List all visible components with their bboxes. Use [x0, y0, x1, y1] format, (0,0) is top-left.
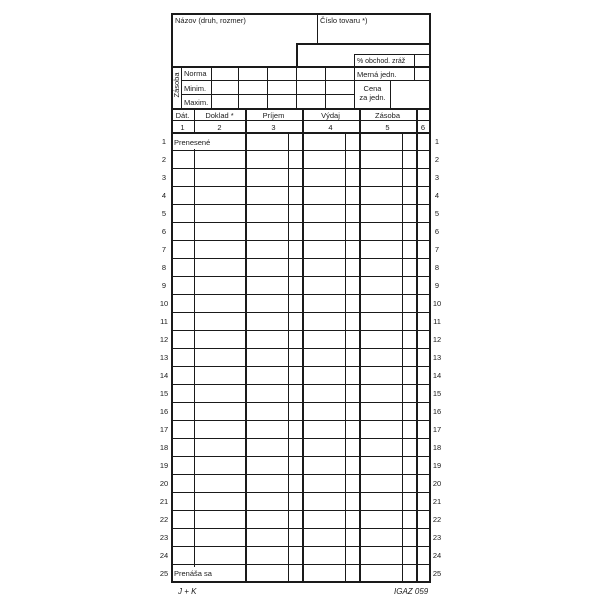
header-divider-code	[317, 13, 318, 43]
markup-label: % obchod. zráž	[357, 58, 406, 65]
row-number-right: 11	[433, 317, 441, 326]
row-number-right: 8	[434, 263, 440, 272]
row-number-left: 3	[161, 173, 167, 182]
col-number-2: 2	[217, 123, 222, 132]
min-label: Minim.	[184, 84, 207, 93]
row-number-right: 1	[434, 137, 440, 146]
row-number-right: 21	[432, 497, 442, 506]
border-top	[171, 13, 430, 15]
row-number-left: 13	[159, 353, 169, 362]
row-number-right: 14	[432, 371, 442, 380]
row-line	[171, 402, 430, 403]
col-expense-label: Výdaj	[321, 111, 340, 120]
row-number-left: 17	[159, 425, 169, 434]
row-number-right: 16	[432, 407, 442, 416]
norm-label: Norma	[184, 69, 207, 78]
col-number-4: 4	[328, 123, 333, 132]
stock-vertical-label: Zásoba	[172, 72, 181, 98]
header-line-markup-top	[355, 54, 430, 55]
stock-grid-v2	[238, 66, 239, 108]
row-number-left: 14	[159, 371, 169, 380]
row-line	[171, 546, 430, 547]
row-line	[171, 456, 430, 457]
row-line	[171, 438, 430, 439]
row-number-right: 22	[432, 515, 442, 524]
row-number-left: 15	[159, 389, 169, 398]
row-number-right: 4	[434, 191, 440, 200]
row-number-right: 7	[434, 245, 440, 254]
row-number-right: 18	[432, 443, 442, 452]
row-number-right: 10	[432, 299, 442, 308]
row-line	[171, 564, 430, 565]
col-header-bottom	[171, 132, 430, 134]
col-line-date	[194, 108, 195, 132]
row-line	[171, 366, 430, 367]
border-bottom	[171, 581, 431, 583]
row-number-left: 4	[161, 191, 167, 200]
col-date-label: Dát.	[175, 111, 190, 120]
row-line	[171, 330, 430, 331]
row-number-left: 16	[159, 407, 169, 416]
row-line	[171, 222, 430, 223]
row-number-right: 15	[432, 389, 442, 398]
col-line-expense-cents	[345, 132, 346, 582]
row-line	[171, 258, 430, 259]
row-number-right: 23	[432, 533, 442, 542]
col-line-income-cents	[288, 132, 289, 582]
row-line	[171, 276, 430, 277]
price-label-line2: za jedn.	[359, 93, 386, 102]
row-number-left: 25	[159, 569, 169, 578]
row-line	[171, 420, 430, 421]
stock-vertical-divider	[181, 66, 182, 108]
row-number-right: 13	[432, 353, 442, 362]
row-number-left: 10	[159, 299, 169, 308]
row-line	[171, 204, 430, 205]
row-number-left: 20	[159, 479, 169, 488]
price-label-line1: Cena	[363, 84, 382, 93]
row-line	[171, 312, 430, 313]
col-header-mid	[171, 120, 430, 121]
max-label: Maxim.	[184, 98, 209, 107]
header-line-code-bottom	[296, 43, 430, 45]
row-number-right: 25	[432, 569, 442, 578]
row-number-left: 23	[159, 533, 169, 542]
row-number-right: 12	[432, 335, 442, 344]
row-number-left: 2	[161, 155, 167, 164]
row-number-left: 7	[161, 245, 167, 254]
row-number-left: 18	[159, 443, 169, 452]
row-number-left: 11	[160, 317, 168, 326]
row-number-left: 24	[159, 551, 169, 560]
col-doc-label: Doklad *	[205, 111, 234, 120]
col-number-1: 1	[180, 123, 185, 132]
col-number-5: 5	[385, 123, 390, 132]
row-number-right: 24	[432, 551, 442, 560]
row-number-right: 5	[434, 209, 440, 218]
row-number-right: 3	[434, 173, 440, 182]
row-line	[171, 528, 430, 529]
carry-forward-label: Prenáša sa	[174, 569, 212, 578]
col-number-3: 3	[271, 123, 276, 132]
col-line-stock-cents	[402, 132, 403, 582]
row-number-right: 19	[432, 461, 442, 470]
header-divider-markup	[296, 43, 298, 66]
row-number-left: 5	[161, 209, 167, 218]
row-line	[171, 150, 430, 151]
carried-over-label: Prenesené	[174, 138, 211, 147]
header-divider-price-value	[390, 80, 391, 108]
row-number-left: 12	[159, 335, 169, 344]
footer-right-text: IGAZ 059	[394, 587, 429, 596]
unit-label: Merná jedn.	[357, 70, 397, 79]
row-line	[171, 474, 430, 475]
stock-grid-v4	[296, 66, 297, 108]
stock-grid-v3	[267, 66, 268, 108]
row-line	[171, 294, 430, 295]
col-income-label: Príjem	[262, 111, 285, 120]
row-number-right: 20	[432, 479, 442, 488]
header-line-unit-bottom	[355, 80, 430, 81]
row-number-left: 19	[159, 461, 169, 470]
row-number-right: 9	[434, 281, 440, 290]
row-number-right: 2	[434, 155, 440, 164]
row-line	[171, 168, 430, 169]
row-number-left: 1	[161, 137, 167, 146]
row-number-left: 9	[161, 281, 167, 290]
row-number-left: 8	[161, 263, 167, 272]
row-line	[171, 492, 430, 493]
row-line	[171, 186, 430, 187]
row-line	[171, 348, 430, 349]
col-line-date-body	[194, 149, 195, 567]
row-line	[171, 510, 430, 511]
name-label: Názov (druh, rozmer)	[175, 16, 246, 25]
row-number-right: 6	[434, 227, 440, 236]
row-number-right: 17	[432, 425, 442, 434]
col-header-top	[171, 108, 430, 110]
stock-grid-v5	[325, 66, 326, 108]
footer-left-text: J + K	[178, 587, 197, 596]
row-line	[171, 384, 430, 385]
col-number-6: 6	[420, 123, 426, 132]
code-label: Číslo tovaru *)	[320, 16, 368, 25]
row-number-left: 22	[159, 515, 169, 524]
row-number-left: 6	[161, 227, 167, 236]
header-line-stock-top	[171, 66, 430, 68]
row-line	[171, 240, 430, 241]
row-number-left: 21	[159, 497, 169, 506]
col-stock-label: Zásoba	[374, 111, 401, 120]
stock-grid-v1	[211, 66, 212, 108]
